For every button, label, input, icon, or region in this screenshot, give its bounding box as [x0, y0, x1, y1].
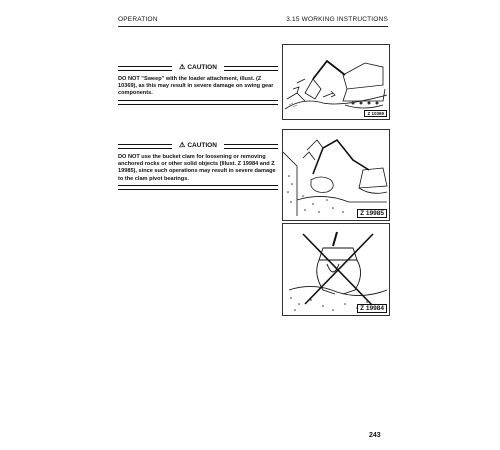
figure-prohibited [282, 223, 390, 316]
warning-triangle-icon: ⚠ [179, 142, 186, 149]
excavator-clam-illustration [283, 130, 389, 220]
warning-triangle-icon: ⚠ [179, 64, 186, 71]
caution-title-bar [118, 63, 278, 73]
caution-box-2 [118, 141, 278, 190]
caution-title: CAUTION [187, 142, 217, 149]
excavator-sweep-illustration [283, 45, 389, 119]
header-chapter: 3.15 WORKING INSTRUCTIONS [286, 16, 388, 23]
caution-bottom-rule [118, 100, 278, 105]
crossed-clam-illustration [283, 224, 389, 315]
caution-bottom-rule [118, 185, 278, 190]
figure-label: Z 19984 [357, 304, 387, 313]
caution-text: DO NOT "Sweep" with the loader attachment, illust. (Z 10369), as this may result in severe damage on swing gear components. [118, 76, 274, 97]
header-section: OPERATION [118, 16, 158, 23]
page-number: 243 [369, 432, 381, 439]
caution-box-1 [118, 63, 278, 105]
caution-title: CAUTION [187, 64, 217, 71]
figure-rock-removal [282, 129, 390, 221]
caution-title-bar [118, 141, 278, 151]
header-rule [118, 26, 388, 27]
figure-label: Z 10369 [364, 110, 387, 117]
caution-text: DO NOT use the bucket clam for loosening or removing anchored rocks or other solid objects (Illust. Z 19984 and Z 19985), since such operations may result in severe damage to the clam pivot bearings. [118, 154, 276, 182]
figure-sweep [282, 44, 390, 120]
figure-label: Z 19985 [357, 209, 387, 218]
